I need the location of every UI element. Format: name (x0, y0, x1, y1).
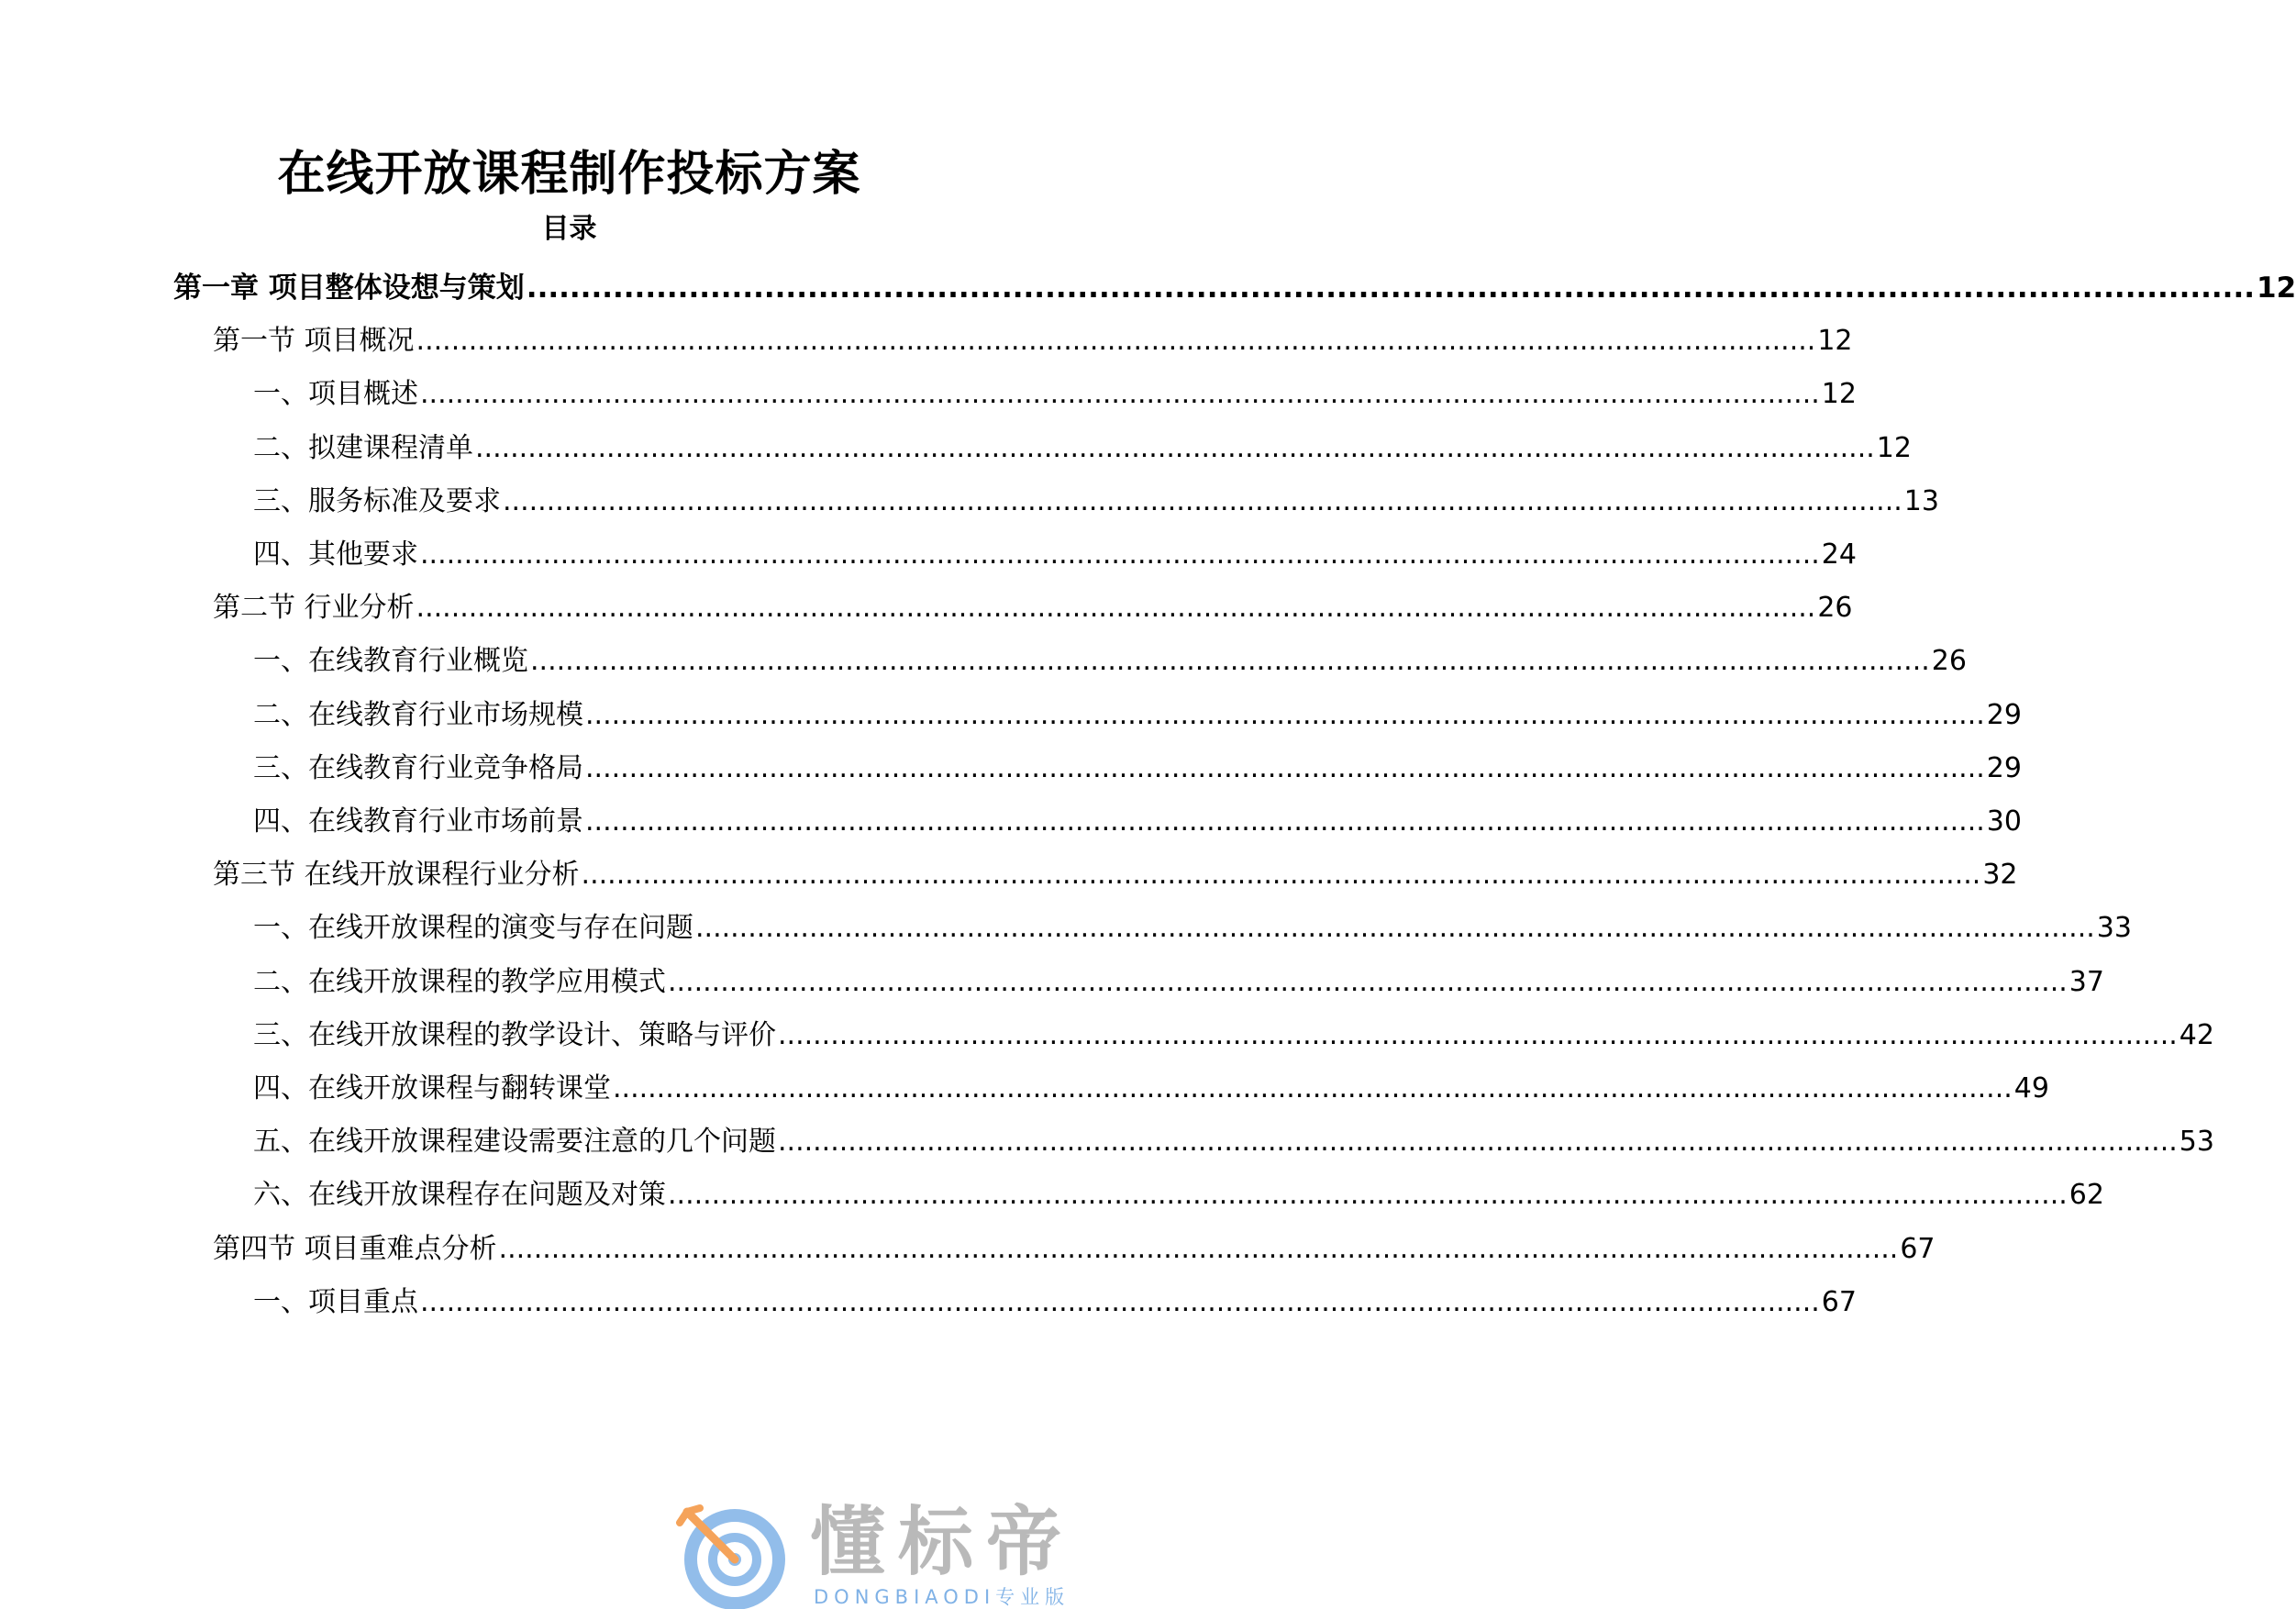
toc-entry-title: 五、在线开放课程建设需要注意的几个问题 (253, 1126, 776, 1159)
toc-entry-page-number: 12 (1817, 325, 1853, 358)
toc-entry[interactable] (253, 374, 1857, 415)
toc-entry-title: 二、在线教育行业市场规模 (253, 698, 583, 731)
toc-entry[interactable] (253, 749, 2022, 789)
toc-entry-title: 第三节 在线开放课程行业分析 (213, 859, 580, 892)
toc-entry-title: 一、项目重点 (253, 1285, 418, 1318)
toc-leader-dots: ................................................................................................................................................................ (585, 805, 1985, 838)
toc-entry[interactable] (213, 588, 1853, 628)
toc-entry-page-number: 29 (1986, 751, 2022, 784)
toc-leader-dots: ................................................................................................................................................................ (585, 751, 1985, 784)
toc-leader-dots: ................................................................................................................................................................ (613, 1072, 2013, 1104)
toc-entry-title: 第一节 项目概况 (213, 325, 415, 358)
toc-entry-page-number: 29 (1986, 698, 2022, 731)
toc-entry[interactable] (253, 962, 2104, 1003)
toc-entry-page-number: 12 (1821, 378, 1857, 411)
toc-entry[interactable] (213, 1229, 1936, 1270)
toc-leader-dots: ................................................................................................................................................................ (420, 378, 1820, 411)
toc-leader-dots: ................................................................................................................................................................ (668, 1179, 2068, 1212)
toc-entry-page-number: 26 (1931, 645, 1967, 678)
toc-entry[interactable] (253, 695, 2022, 736)
toc-leader-dots: ................................................................................................................................................................ (416, 592, 1816, 625)
toc-entry-title: 一、在线教育行业概览 (253, 645, 528, 678)
toc-entry-page-number: 67 (1900, 1232, 1936, 1265)
toc-leader-dots: ................................................................................................................................................................ (695, 912, 2095, 945)
toc-entry-title: 三、在线开放课程的教学设计、策略与评价 (253, 1018, 776, 1051)
toc-entry[interactable] (253, 1122, 2214, 1162)
toc-entry-page-number: 26 (1817, 592, 1853, 625)
toc-entry[interactable] (213, 855, 2018, 895)
toc-entry-title: 第一章 项目整体设想与策划 (173, 272, 525, 305)
toc-entry-title: 第四节 项目重难点分析 (213, 1232, 497, 1265)
toc-entry-title: 三、服务标准及要求 (253, 484, 501, 517)
toc-entry[interactable] (253, 908, 2132, 949)
document-title: 在线开放课程制作投标方案 (277, 147, 861, 202)
toc-entry[interactable] (253, 482, 1939, 522)
toc-leader-dots: ................................................................................................................................................................ (498, 1232, 1899, 1265)
toc-entry-page-number: 53 (2179, 1126, 2214, 1159)
toc-entry-page-number: 30 (1986, 805, 2022, 838)
toc-entry[interactable] (253, 1015, 2214, 1056)
toc-leader-dots: ................................................................................................................................................................ (778, 1126, 2178, 1159)
toc-entry-page-number: 67 (1821, 1285, 1857, 1318)
toc-entry-title: 一、在线开放课程的演变与存在问题 (253, 912, 693, 945)
toc-entry[interactable] (253, 1282, 1857, 1323)
toc-entry[interactable] (213, 321, 1853, 361)
toc-entry-page-number: 62 (2069, 1179, 2104, 1212)
toc-leader-dots: ................................................................................................................................................................ (420, 1285, 1820, 1318)
toc-entry-page-number: 37 (2069, 965, 2104, 998)
toc-leader-dots: ................................................................................................................................................................ (668, 965, 2068, 998)
toc-entry-title: 第二节 行业分析 (213, 592, 415, 625)
toc-leader-dots: ................................................................................................................................................................ (530, 645, 1930, 678)
target-arrow-icon (674, 1504, 789, 1609)
toc-entry[interactable] (173, 268, 2296, 308)
toc-entry[interactable] (253, 535, 1857, 575)
toc-entry-title: 四、在线教育行业市场前景 (253, 805, 583, 838)
toc-leader-dots: ................................................................................................................................................................ (416, 325, 1816, 358)
toc-entry-title: 三、在线教育行业竞争格局 (253, 751, 583, 784)
toc-entry[interactable] (253, 802, 2022, 842)
toc-heading: 目录 (541, 213, 597, 245)
toc-entry-page-number: 32 (1982, 859, 2018, 892)
toc-leader-dots: ................................................................................................................................................................ (581, 859, 1981, 892)
toc-entry-page-number: 13 (1903, 484, 1939, 517)
toc-entry-page-number: 49 (2013, 1072, 2049, 1104)
toc-entry[interactable] (253, 1069, 2049, 1109)
toc-entry-page-number: 12 (1876, 431, 1912, 464)
watermark-subtitle: DONGBIAODI专业版 (814, 1586, 1070, 1608)
toc-entry-page-number: 24 (1821, 538, 1857, 571)
toc-entry-title: 四、在线开放课程与翻转课堂 (253, 1072, 611, 1104)
watermark-name: 懂标帝 (810, 1499, 1075, 1586)
toc-leader-dots: ................................................................................................................................................................ (526, 272, 2256, 305)
toc-entry-title: 四、其他要求 (253, 538, 418, 571)
toc-entry-page-number: 33 (2096, 912, 2132, 945)
toc-leader-dots: ................................................................................................................................................................ (420, 538, 1820, 571)
toc-entry-page-number: 42 (2179, 1018, 2214, 1051)
toc-entry[interactable] (253, 428, 1912, 469)
toc-entry-title: 六、在线开放课程存在问题及对策 (253, 1179, 666, 1212)
toc-entry[interactable] (253, 641, 1967, 682)
toc-entry-title: 二、在线开放课程的教学应用模式 (253, 965, 666, 998)
toc-entry-title: 一、项目概述 (253, 378, 418, 411)
toc-leader-dots: ................................................................................................................................................................ (475, 431, 1875, 464)
toc-entry-title: 二、拟建课程清单 (253, 431, 473, 464)
watermark-logo (674, 1497, 1138, 1609)
toc-entry-page-number: 12 (2257, 272, 2296, 305)
toc-leader-dots: ................................................................................................................................................................ (585, 698, 1985, 731)
toc-entry[interactable] (253, 1175, 2104, 1215)
toc-leader-dots: ................................................................................................................................................................ (778, 1018, 2178, 1051)
toc-leader-dots: ................................................................................................................................................................ (503, 484, 1902, 517)
